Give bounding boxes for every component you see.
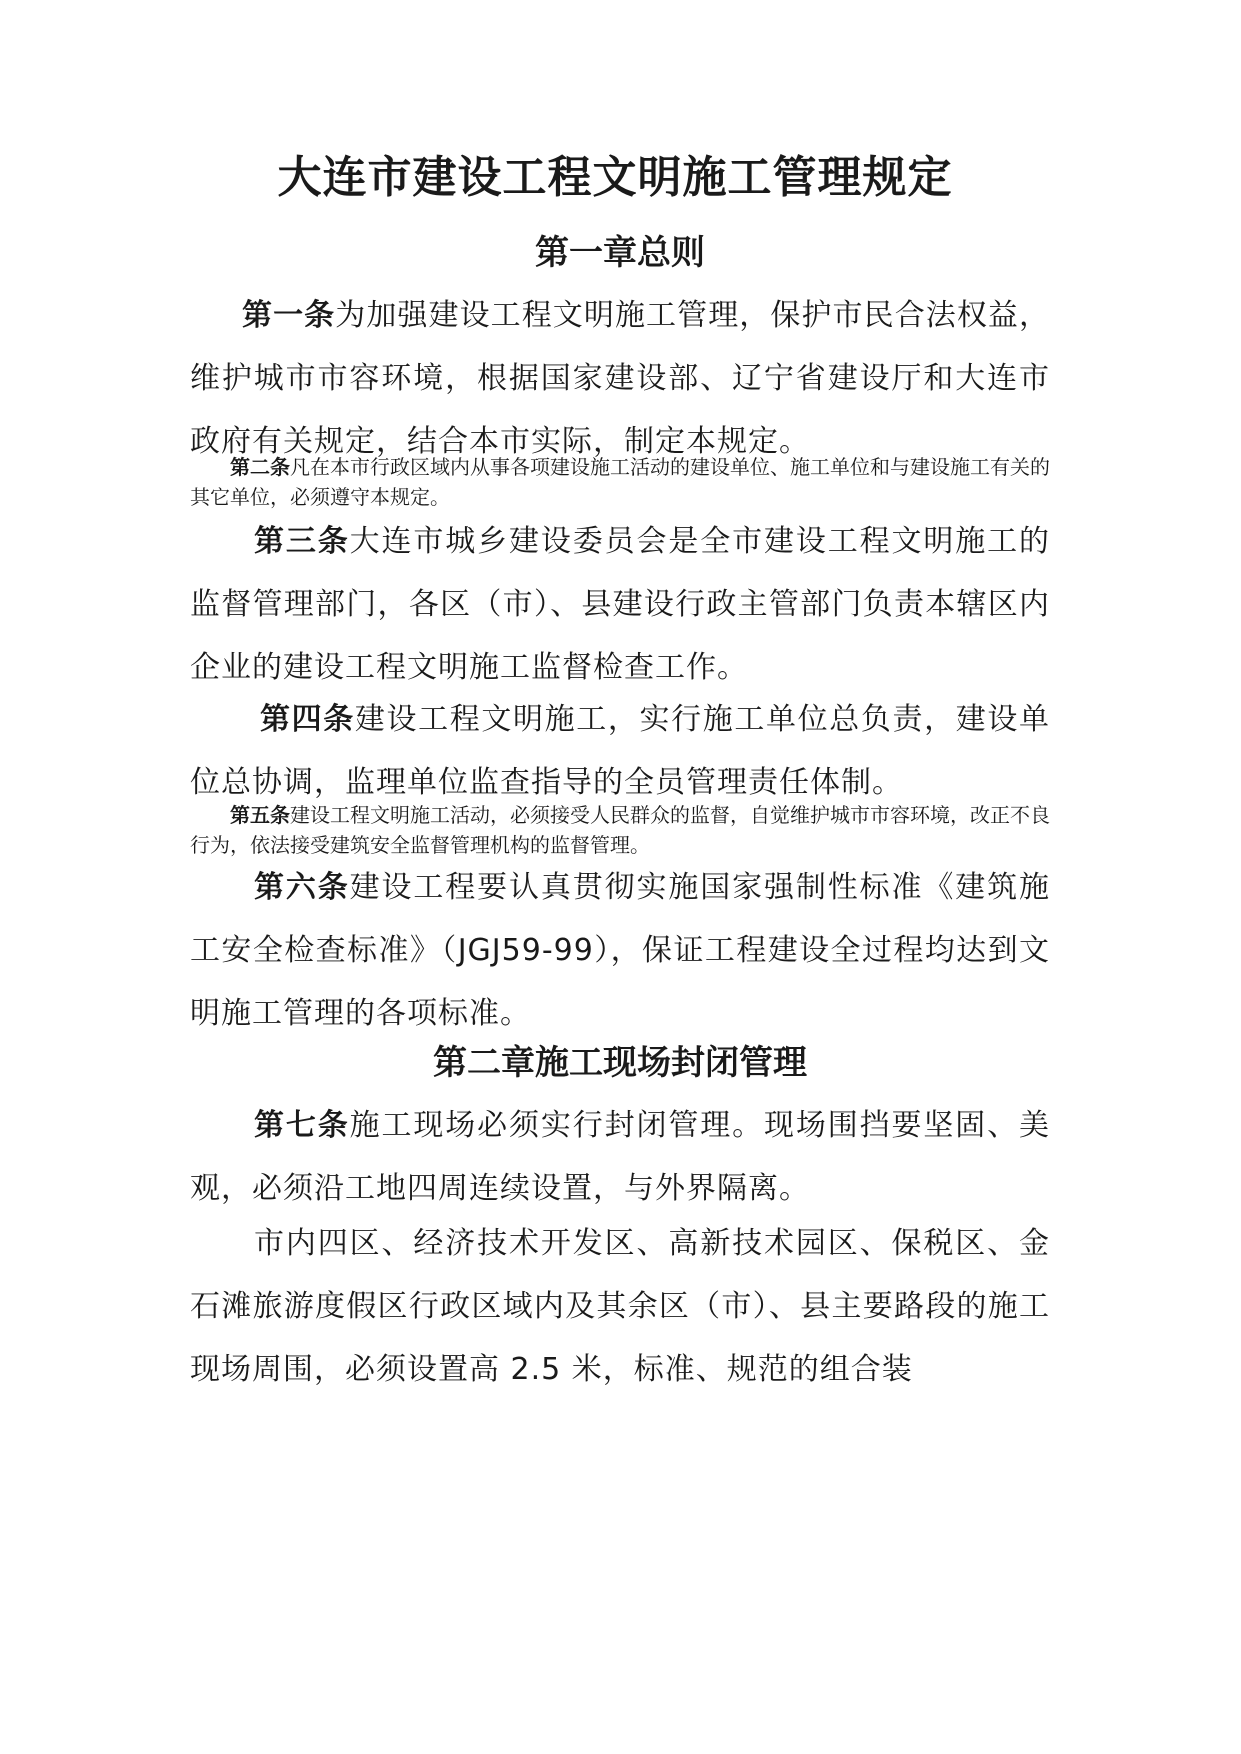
article-text: 建设工程文明施工，实行施工单位总负责，建设单位总协调，监理单位监查指导的全员管理责任体制。 [190,702,1050,800]
document-title: 大连市建设工程文明施工管理规定 [277,152,953,203]
article-text: 为加强建设工程文明施工管理，保护市民合法权益，维护城市市容环境，根据国家建设部、辽宁省建设厅和大连市政府有关规定，结合本市实际，制定本规定。 [190,298,1051,459]
body-paragraph: 市内四区、经济技术开发区、高新技术园区、保税区、金石滩旅游度假区行政区域内及其余区（市）、县主要路段的施工现场周围，必须设置高 2.5 米，标准、规范的组合装 [190,1226,1050,1387]
article-text: 施工现场必须实行封闭管理。现场围挡要坚固、美观，必须沿工地四周连续设置，与外界隔离。 [190,1108,1050,1206]
article-1 [190,284,1050,473]
article-label: 第七条 [254,1108,350,1143]
article-label: 第二条 [230,455,290,479]
article-2 [190,452,1050,512]
article-label: 第一条 [242,298,336,333]
article-label: 第四条 [260,702,355,737]
article-5 [190,800,1050,860]
article-text: 建设工程要认真贯彻实施国家强制性标准《建筑施工安全检查标准》（JGJ59-99），保证工程建设全过程均达到文明施工管理的各项标准。 [190,870,1050,1031]
article-label: 第三条 [254,524,350,559]
article-6 [190,856,1050,1045]
article-text: 大连市城乡建设委员会是全市建设工程文明施工的监督管理部门，各区（市）、县建设行政主管部门负责本辖区内企业的建设工程文明施工监督检查工作。 [190,524,1050,685]
article-4 [190,688,1050,814]
article-label: 第六条 [254,870,350,905]
article-7 [190,1094,1050,1220]
chapter-2-title: 第二章施工现场封闭管理 [433,1043,807,1083]
article-3 [190,510,1050,699]
article-label: 第五条 [230,803,290,827]
chapter-1-title: 第一章总则 [535,233,705,273]
article-text: 建设工程文明施工活动，必须接受人民群众的监督，自觉维护城市市容环境，改正不良行为，依法接受建筑安全监督管理机构的监督管理。 [190,803,1050,857]
article-text: 凡在本市行政区域内从事各项建设施工活动的建设单位、施工单位和与建设施工有关的其它单位，必须遵守本规定。 [190,455,1050,509]
